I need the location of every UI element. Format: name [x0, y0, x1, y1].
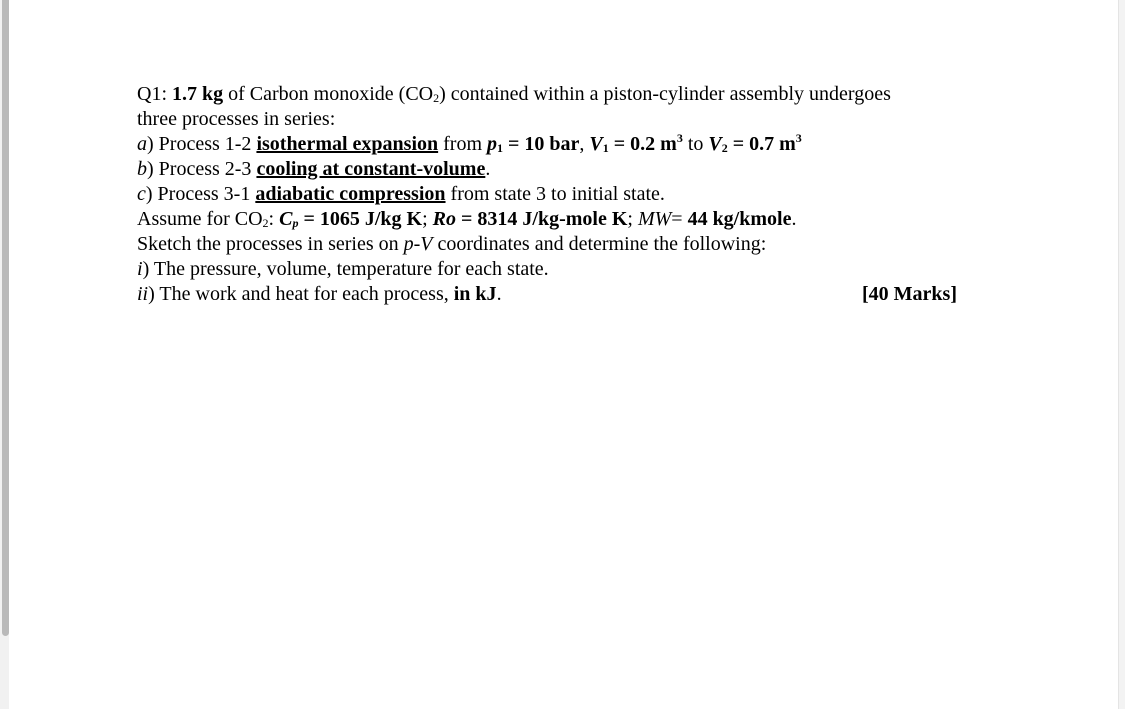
process-a-prefix: ) Process 1-2: [147, 133, 257, 155]
ro-value: = 8314 J/kg-mole K: [456, 208, 628, 230]
v2-subscript: 2: [721, 141, 728, 155]
v1-subscript: 1: [602, 141, 609, 155]
left-scrollbar-track[interactable]: [0, 0, 9, 709]
sketch-text-a: Sketch the processes in series on: [137, 233, 404, 255]
item-ii-text: ) The work and heat for each process,: [148, 283, 454, 305]
mw-value: 44 kg/kmole: [687, 208, 792, 230]
v2-exponent: 3: [795, 131, 802, 145]
mw-symbol: MW: [637, 208, 672, 230]
sketch-text-b: coordinates and determine the following:: [432, 233, 767, 255]
process-c-line: [137, 182, 997, 207]
process-a-name: isothermal expansion: [256, 133, 439, 155]
intro-text-b: ) contained within a piston-cylinder assembly undergoes: [439, 83, 891, 105]
process-a-to: to: [682, 133, 709, 155]
item-ii-line: [137, 282, 997, 307]
cp-value: = 1065 J/kg K: [298, 208, 423, 230]
process-c-name: adiabatic compression: [255, 183, 446, 205]
process-b-name: cooling at constant-volume: [256, 158, 486, 180]
item-i-text: ) The pressure, volume, temperature for each state.: [142, 258, 549, 280]
assume-prefix: Assume for CO: [137, 208, 263, 230]
assume-sep-1: ;: [422, 208, 433, 230]
process-b-end: .: [485, 158, 491, 180]
cp-subscript: p: [292, 216, 299, 230]
pv-coordinates: p-V: [403, 233, 433, 255]
assume-sep-2: ;: [627, 208, 638, 230]
v1-exponent: 3: [676, 131, 683, 145]
mass-value: 1.7 kg: [172, 83, 224, 105]
assume-end: .: [791, 208, 797, 230]
question-line-1: [137, 82, 997, 107]
question-label: Q1:: [137, 83, 167, 105]
assume-colon: :: [268, 208, 280, 230]
item-i-line: [137, 257, 997, 282]
assume-co2-subscript: 2: [262, 216, 269, 230]
v2-value: = 0.7 m: [727, 133, 796, 155]
process-a-from: from: [438, 133, 488, 155]
item-ii-end: .: [496, 283, 502, 305]
p1-value: = 10 bar: [503, 133, 580, 155]
co2-subscript: 2: [433, 91, 440, 105]
process-a-letter: a: [137, 133, 147, 155]
question-text: [137, 82, 997, 307]
process-c-prefix: ) Process 3-1: [145, 183, 256, 205]
right-page-edge: [1118, 0, 1125, 709]
ro-symbol: Ro: [432, 208, 456, 230]
item-ii-unit: in kJ: [453, 283, 497, 305]
v1-value: = 0.2 m: [608, 133, 677, 155]
p1-symbol: p: [487, 133, 498, 155]
intro-text-a: of Carbon monoxide (CO: [228, 83, 434, 105]
v2-symbol: V: [708, 133, 722, 155]
question-line-2: [137, 107, 997, 132]
item-ii-number: ii: [137, 283, 149, 305]
process-a-line: [137, 132, 997, 157]
process-c-rest: from state 3 to initial state.: [445, 183, 665, 205]
sketch-line: [137, 232, 997, 257]
process-c-letter: c: [137, 183, 146, 205]
intro-text-c: three processes in series:: [137, 108, 336, 130]
mw-equals: =: [671, 208, 688, 230]
p1-subscript: 1: [497, 141, 504, 155]
scrollbar-thumb[interactable]: [2, 0, 9, 636]
marks-label: [40 Marks]: [862, 283, 957, 305]
process-b-line: [137, 157, 997, 182]
item-i-number: i: [137, 258, 143, 280]
assume-line: [137, 207, 997, 232]
process-b-letter: b: [137, 158, 147, 180]
process-b-prefix: ) Process 2-3: [147, 158, 257, 180]
v1-symbol: V: [589, 133, 603, 155]
process-a-comma: ,: [579, 133, 590, 155]
cp-symbol: C: [279, 208, 293, 230]
